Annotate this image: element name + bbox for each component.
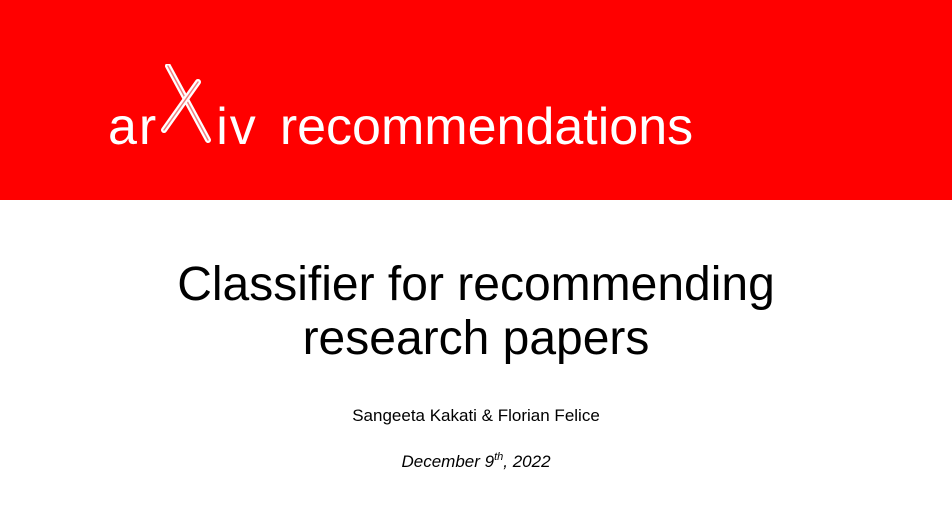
logo-text-ar: ar (108, 98, 159, 156)
arxiv-x-icon (158, 64, 216, 144)
slide-title-line1: Classifier for recommending (177, 258, 775, 311)
arxiv-logo-icon (158, 64, 216, 144)
date-superscript: th (494, 451, 504, 463)
date-prefix: December 9 (401, 452, 495, 471)
slide-date (0, 452, 952, 472)
slide-authors: Sangeeta Kakati & Florian Felice (352, 406, 600, 425)
header-banner (0, 0, 952, 200)
slide-title-line2: research papers (302, 312, 650, 365)
date-suffix: , 2022 (503, 452, 551, 471)
logo-text-iv: iv (216, 98, 258, 156)
arxiv-recommendations-logo (108, 50, 694, 156)
logo-row (108, 50, 694, 156)
slide-title (0, 258, 952, 366)
logo-text-recommendations: recommendations (279, 98, 694, 156)
